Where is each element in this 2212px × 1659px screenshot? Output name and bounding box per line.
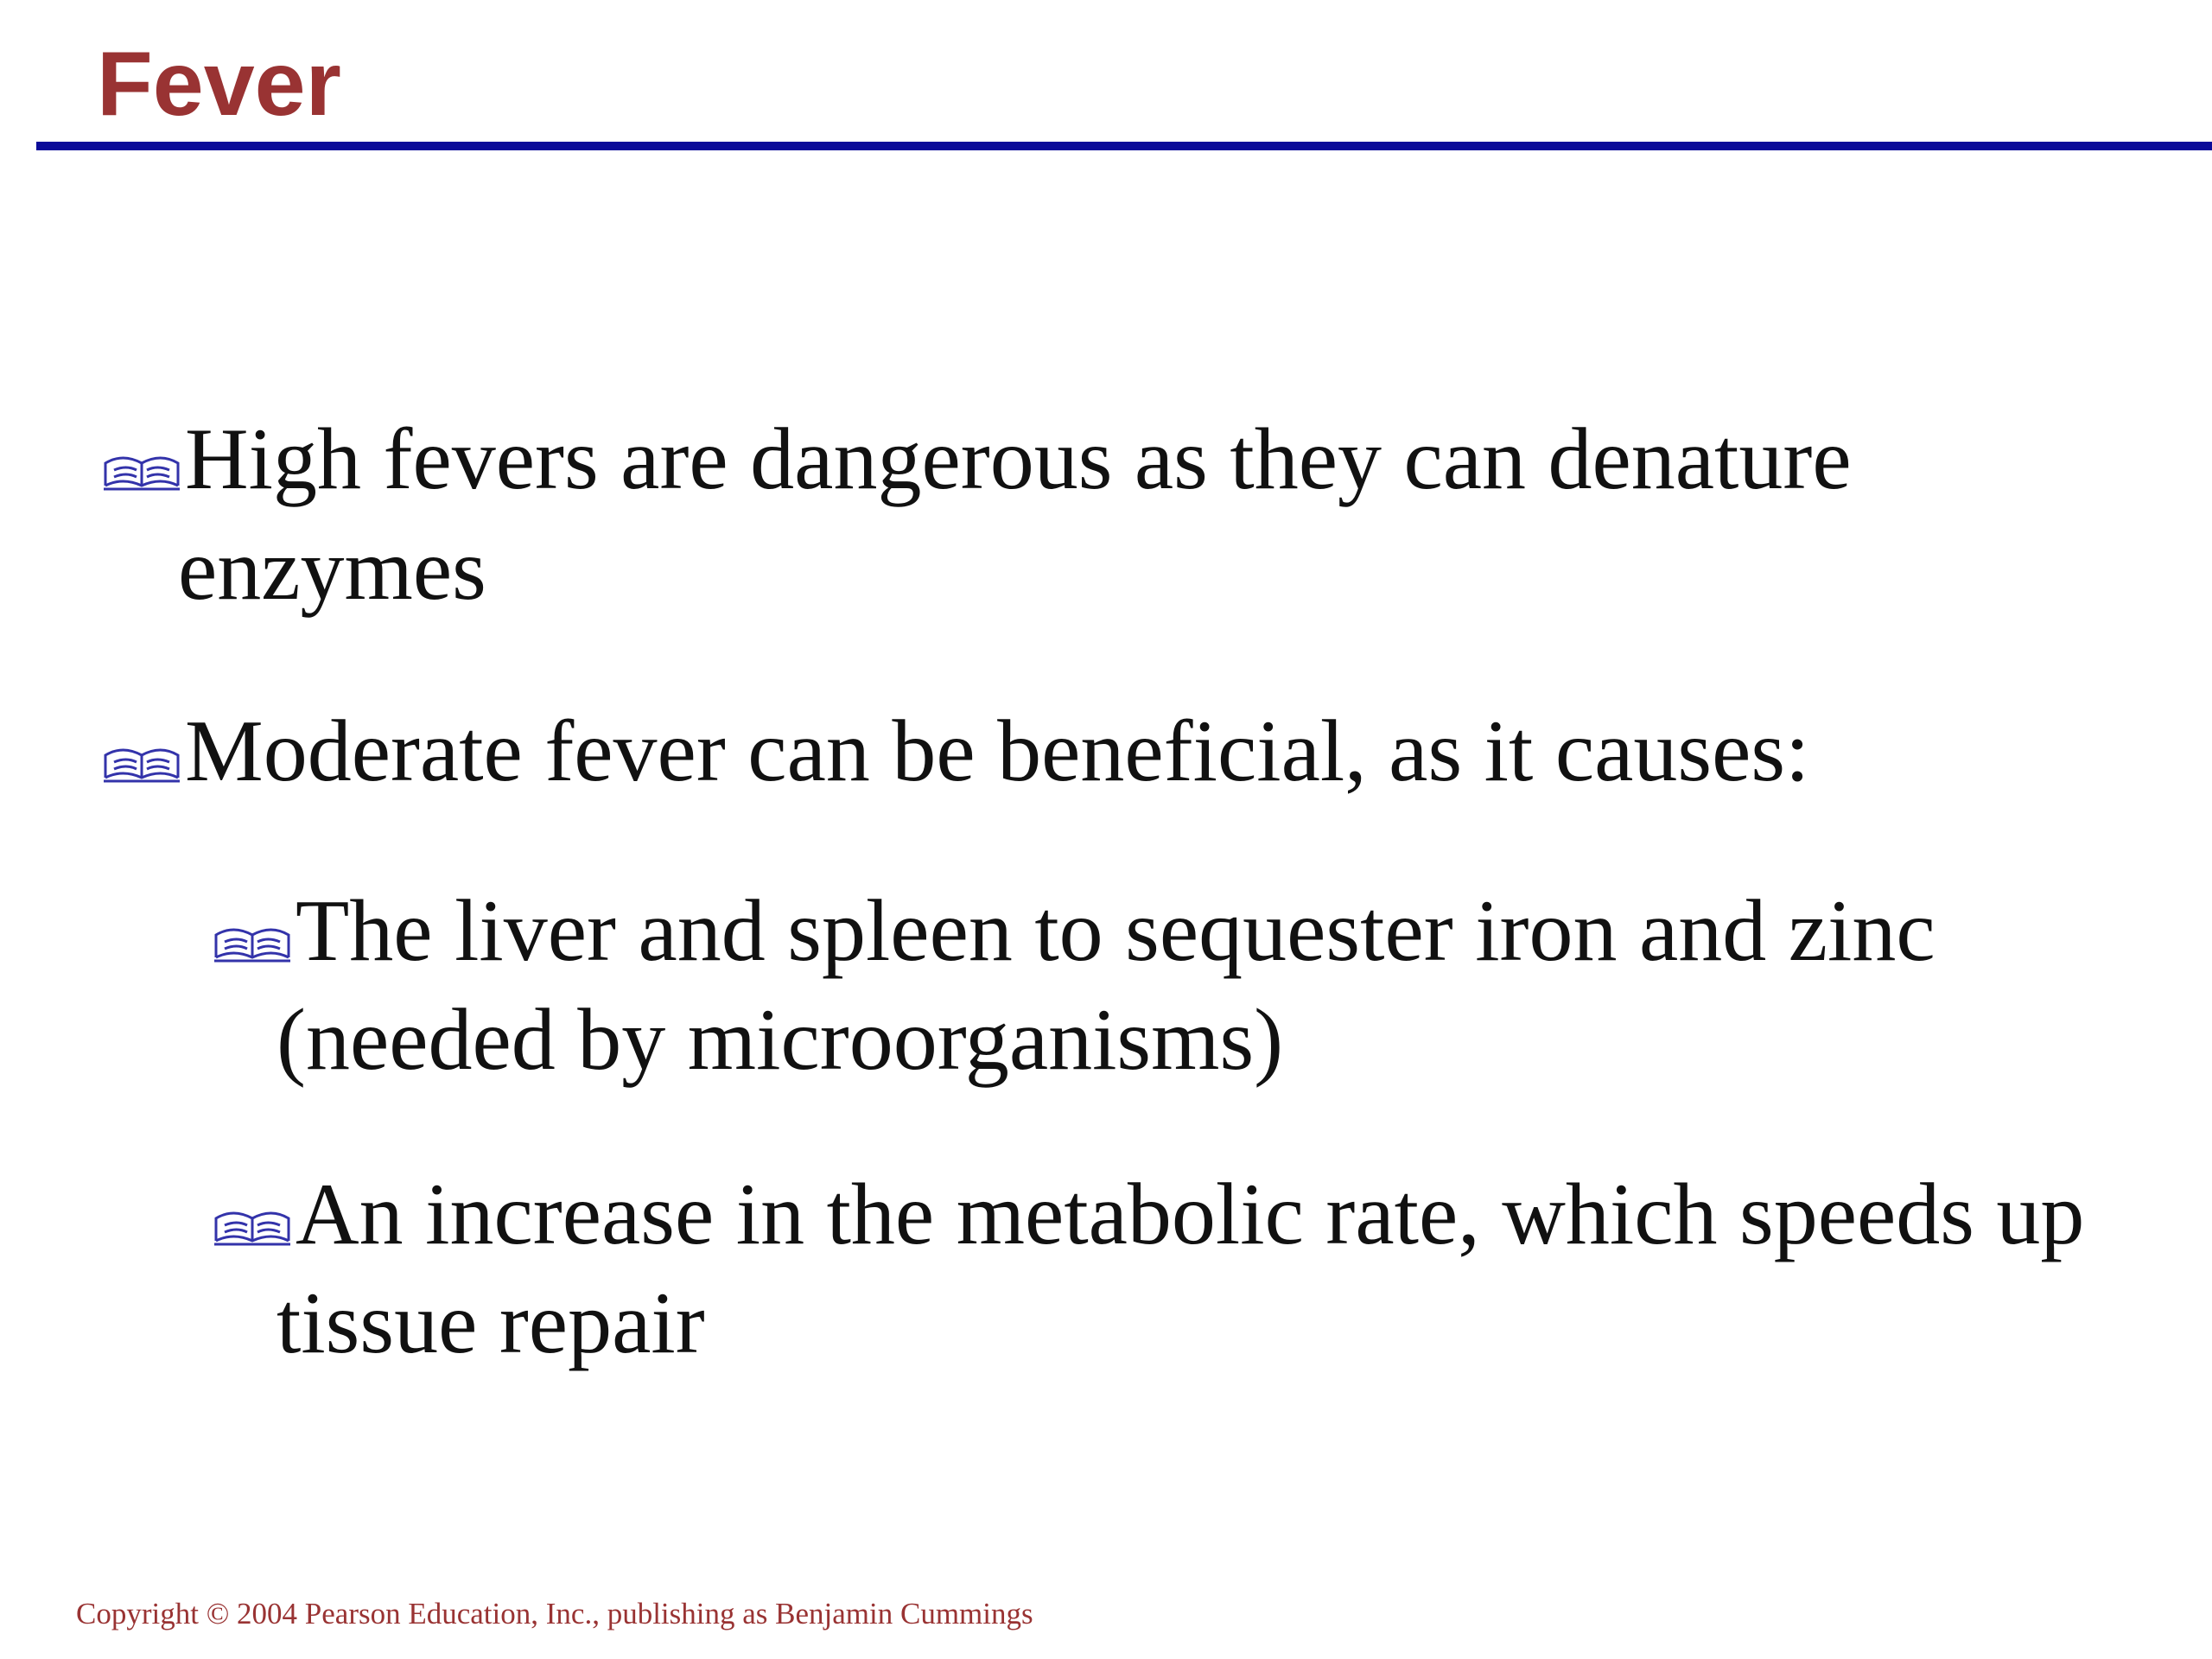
bullet-item [185, 696, 1809, 807]
bullet-item [296, 1160, 2084, 1270]
book-icon [102, 743, 181, 785]
book-icon [213, 923, 292, 964]
book-icon [102, 451, 181, 493]
bullet-item-continuation [276, 985, 1283, 1096]
bullet-line: High fevers are dangerous as they can denature [185, 410, 1852, 508]
bullet-line: Moderate fever can be beneficial, as it causes: [185, 702, 1810, 800]
bullet-item [185, 404, 1852, 515]
book-icon [213, 1206, 292, 1248]
bullet-item-continuation [178, 515, 486, 626]
bullet-line: tissue repair [276, 1274, 705, 1372]
title-divider [36, 142, 2212, 150]
bullet-line: The liver and spleen to sequester iron and zinc [296, 882, 1936, 980]
bullet-line: (needed by microorganisms) [276, 991, 1284, 1089]
bullet-line: enzymes [178, 521, 486, 619]
copyright-footer: Copyright © 2004 Pearson Education, Inc., publishing as Benjamin Cummings [76, 1597, 1033, 1630]
bullet-line: An increase in the metabolic rate, which speeds up [296, 1166, 2085, 1263]
bullet-item [296, 876, 1936, 987]
bullet-item-continuation [276, 1268, 705, 1379]
slide-title: Fever [97, 33, 341, 135]
